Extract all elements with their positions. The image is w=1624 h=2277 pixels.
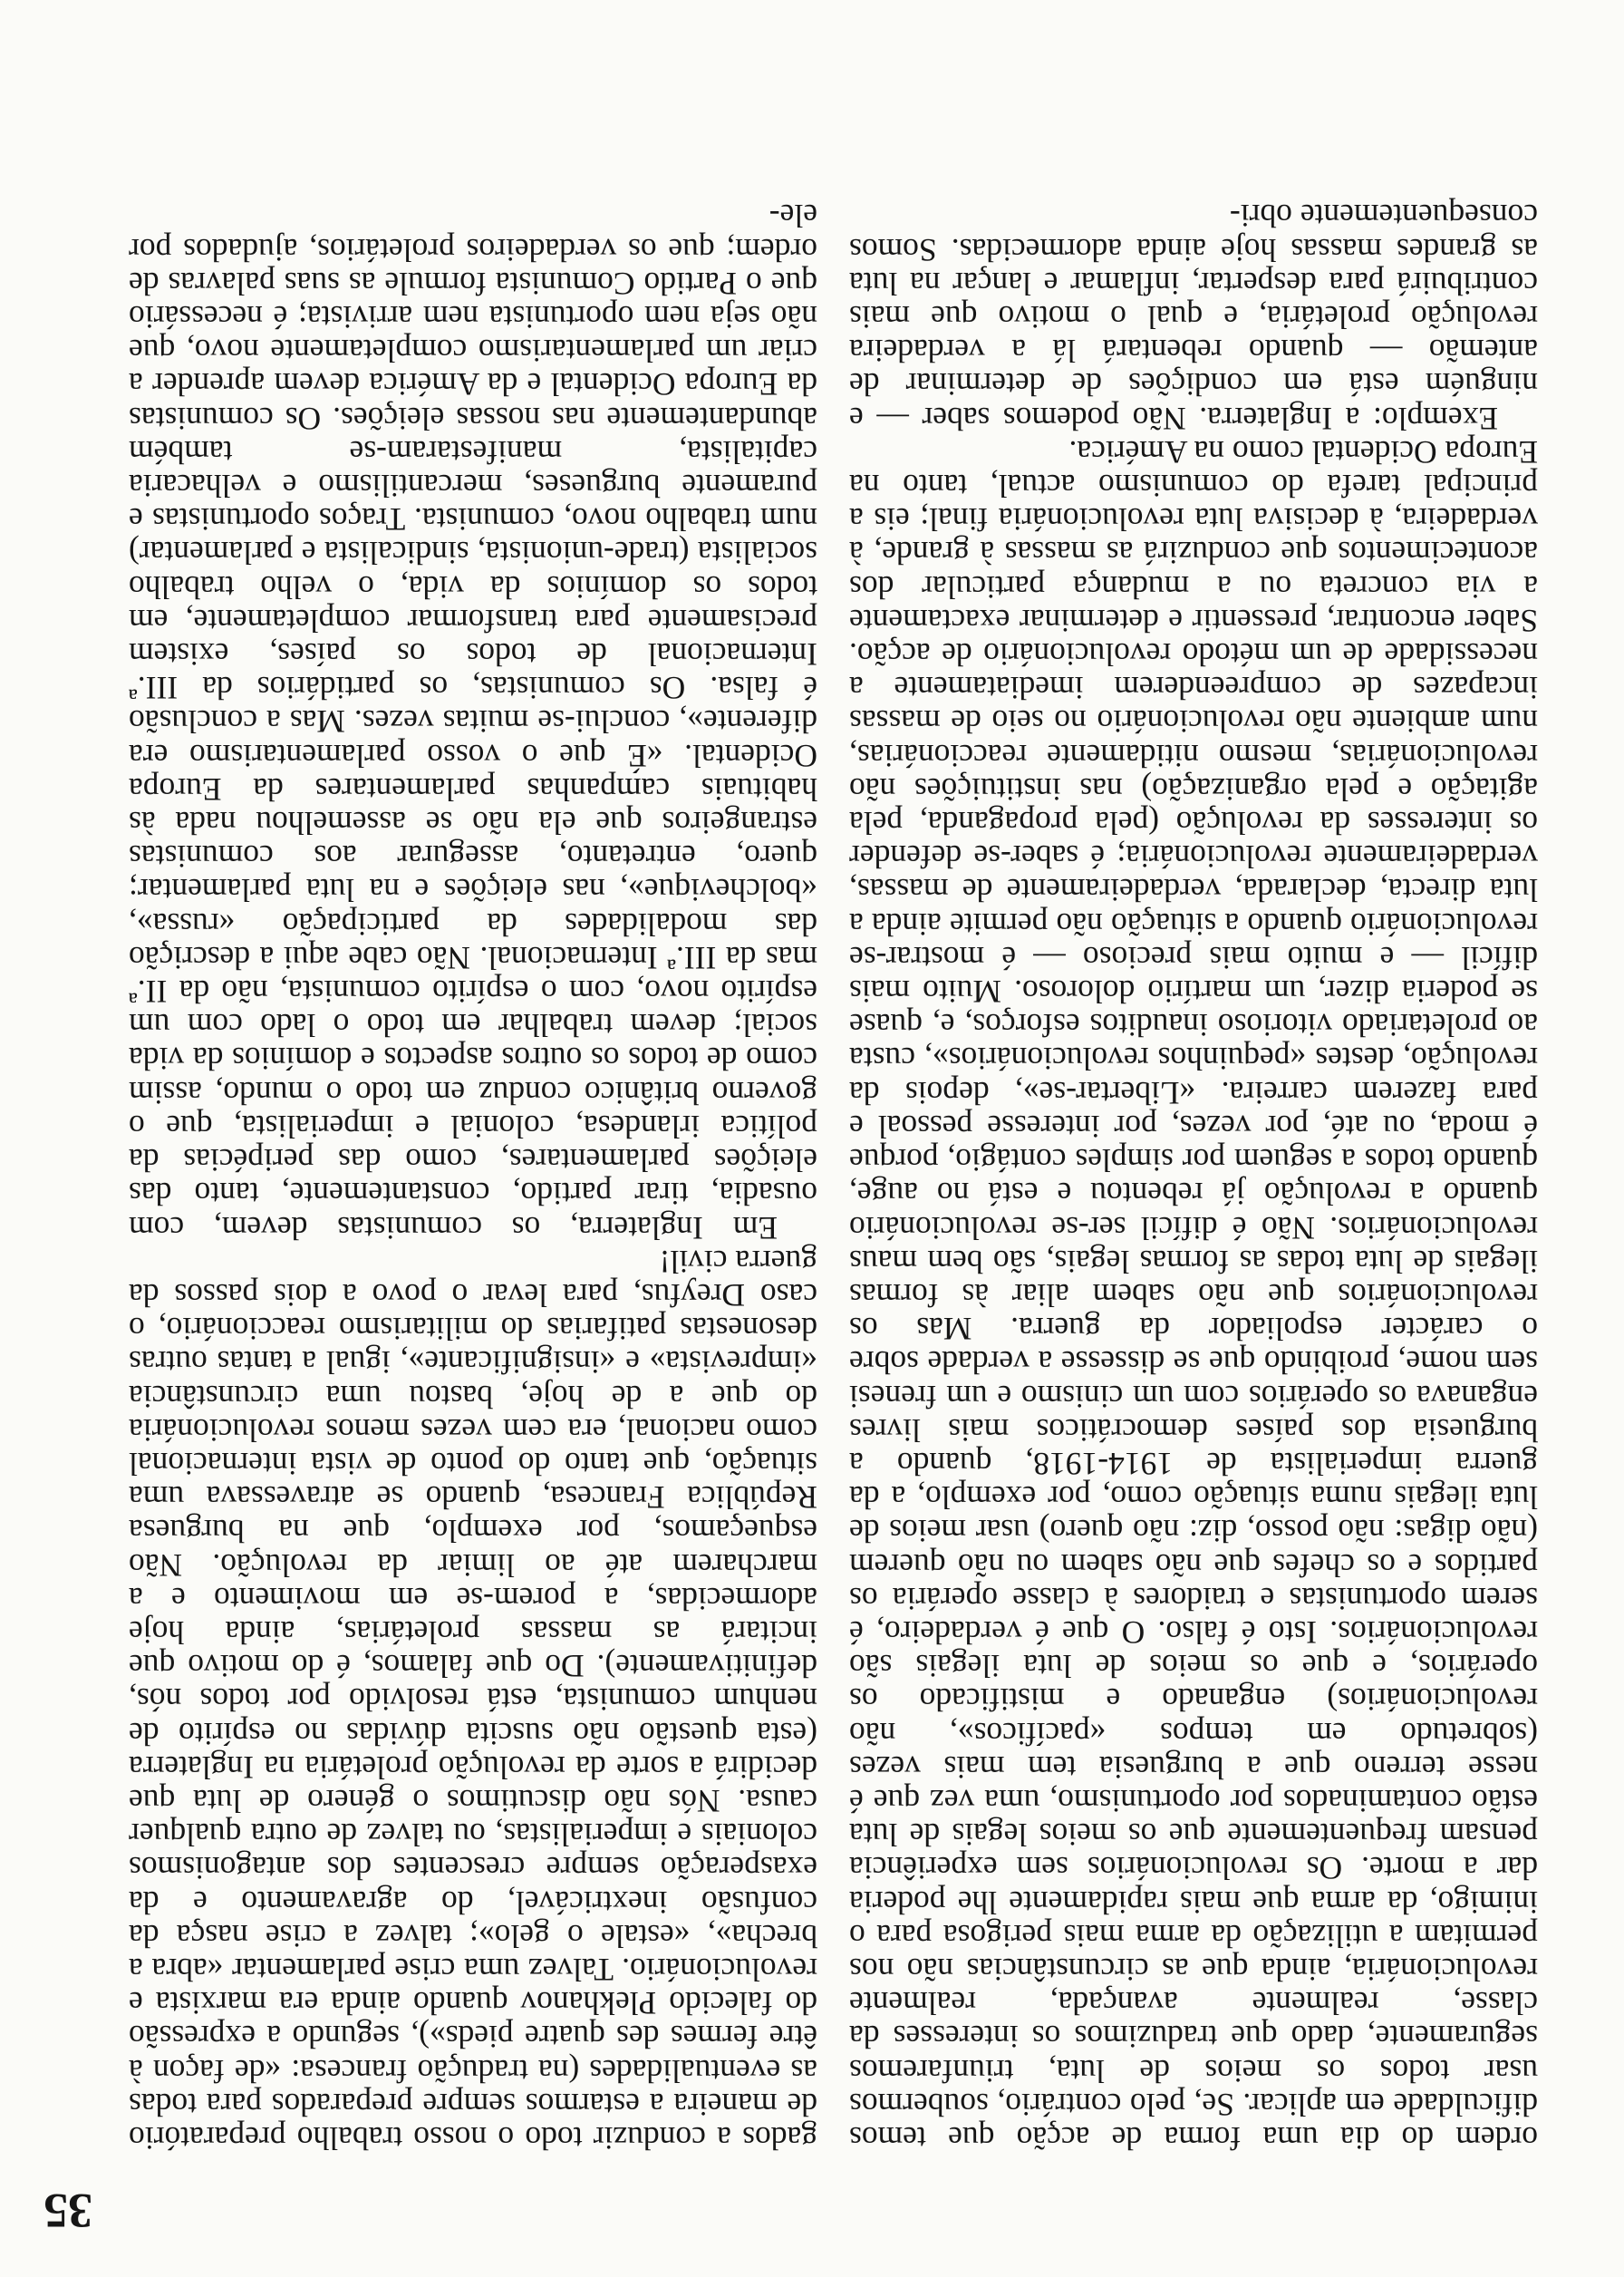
paragraph: gados a conduzir todo o nosso trabalho preparatório de maneira a estarmos sempre preparados para todas as eventualidades (na tradução francesa: «de façon à être fermes des quatre pieds»), segundo a expressão do falecido Plekhanov quando ainda era marxista e revolucionário. Talvez uma crise parlamentar «abra a brecha», «estale o gelo»; talvez a crise nasça da confusão inextricável, do agravamento e da exasperação sempre crescentes dos antagonismos coloniais e imperialistas, ou talvez de outra qualquer causa. Nós não discutimos o género de luta que decidirá a sorte da revolução proletária na Inglaterra (esta questão não suscita dúvidas no espírito de nenhum comunista, está resolvido por todos nós, definitivamente). Do que falamos, é do motivo que incitará as massas proletárias, ainda hoje adormecidas, a porem-se em movimento e a marcharem até ao limiar da revolução. Não esqueçamos, por exemplo, que na burguesa República Francesa, quando se atravessava uma situação, que tanto do ponto de vista internacional como nacional, era cem vezes menos revolucionária do que a de hoje, bastou uma circunstância «imprevista» e «insignificante», igual a tantas outras desonestas patifarias do militarismo reaccionário, o caso Dreyfus, para levar o povo a dois passos da guerra civil! (129, 1243, 817, 2156)
text-column-right (849, 199, 1538, 2155)
text-column-left (129, 199, 817, 2155)
paragraph: ordem do dia uma forma de acção que temos dificuldade em aplicar. Se, pelo contrário, soubermos usar todos os meios de luta, triunfaremos seguramente, dado que traduzimos os interesses da classe, realmente avançada, realmente revolucionária, ainda que as circunstâncias não nos permitam a utilização da arma mais perigosa para o inimigo, da arma que mais rapidamente lhe poderia dar a morte. Os revolucionários sem experiência pensam frequentemente que os meios legais de luta estão contaminados por oportunismo, uma vez que é nesse terreno que a burguesia tem mais vezes (sobretudo em tempos «pacíficos», não revolucionários) enganado e mistificado os operários, e que os meios de luta ilegais são revolucionários. Isto é falso. O que é verdadeiro, é serem oportunistas e traidores à classe operária os partidos e os chefes que não sabem ou não querem (não digas: não posso, diz: não quero) usar meios de luta ilegais numa situação como, por exemplo, a da guerra imperialista de 1914-1918, quando a burguesia dos países democráticos mais livres enganava os operários com um cinismo e um frenesi sem nome, proibindo que se dissesse a verdade sobre o carácter espoliador da guerra. Mas os revolucionários que não sabem aliar às formas ilegais de luta todas as formas legais, são bem maus revolucionários. Não é difícil ser-se revolucionário quando a revolução já rebentou e está no auge, quando todos a seguem por simples contágio, porque é moda, ou até, por vezes, por interesse pessoal e para fazerem carreira. «Libertar-se», depois da revolução, destes «pequinhos revolucionários», custa ao proletariado vitorioso inauditos esforços, e, quase se poderia dizer, um martírio doloroso. Muito mais difícil — e muito mais precioso — é mostrar-se revolucionário quando a situação não permite ainda a luta directa, declarada, verdadeiramente de massas, verdadeiramente revolucionária; é saber-se defender os interesses da revolução (pela propaganda, pela agitação e pela organização) nas instituições não revolucionárias, mesmo nitidamente reaccionárias, num ambiente não revolucionário no seio de massas incapazes de compreenderem imediatamente a necessidade de um método revolucionário de acção. Saber encontrar, pressentir e determinar exactamente a via concreta ou a mudança particular dos acontecimentos que conduzirá as massas à grande, à verdadeira, à decisiva luta revolucionária final; eis a principal tarefa do comunismo actual, tanto na Europa Ocidental como na América. (849, 433, 1538, 2156)
paragraph: Em Inglaterra, os comunistas devem, com ousadia, tirar partido, constantemente, tanto das eleições parlamentares, como das peripécias da política irlandesa, colonial e imperialista, que o governo britânico conduz em todo o mundo, assim como de todos os outros aspectos e domínios da vida social; devem trabalhar em todo o lado com um espírito novo, com o espírito comunista, não da II.ª mas da III.ª Internacional. Não cabe aqui a descrição das modalidades da participação «russa», «bolchevique», nas eleições e na luta parlamentar; quero, entretanto, assegurar aos comunistas estrangeiros que ela não se assemelhou nada às habituais campanhas parlamentares da Europa Ocidental. «É que o vosso parlamentarismo era diferente», conclui-se muitas vezes. Mas a conclusão é falsa. Os comunistas, os partidários da III.ª Internacional de todos os países, existem precisamente para transformar completamente, em todos os domínios da vida, o velho trabalho socialista (trade-unionista, sindicalista e parlamentar) num trabalho novo, comunista. Traços oportunistas e puramente burgueses, mercantilismo e velhacaria capitalista, manifestaram-se também abundantemente nas nossas eleições. Os comunistas da Europa Ocidental e da América devem aprender a criar um parlamentarismo completamente novo, que não seja nem oportunista nem arrivista; é necessário que o Partido Comunista formule as suas palavras de ordem; que os verdadeiros proletários, ajudados por ele- (129, 198, 817, 1246)
paragraph: Exemplo: a Inglaterra. Não podemos saber — e ninguém está em condições de determinar de antemão — quando rebentará lá a verdadeira revolução proletária, e qual o motivo que mais contribuirá para despertar, inflamar e lançar na luta as grandes massas hoje ainda adormecidas. Somos consequentemente obri- (849, 198, 1538, 437)
page-number: 35 (44, 2184, 92, 2238)
